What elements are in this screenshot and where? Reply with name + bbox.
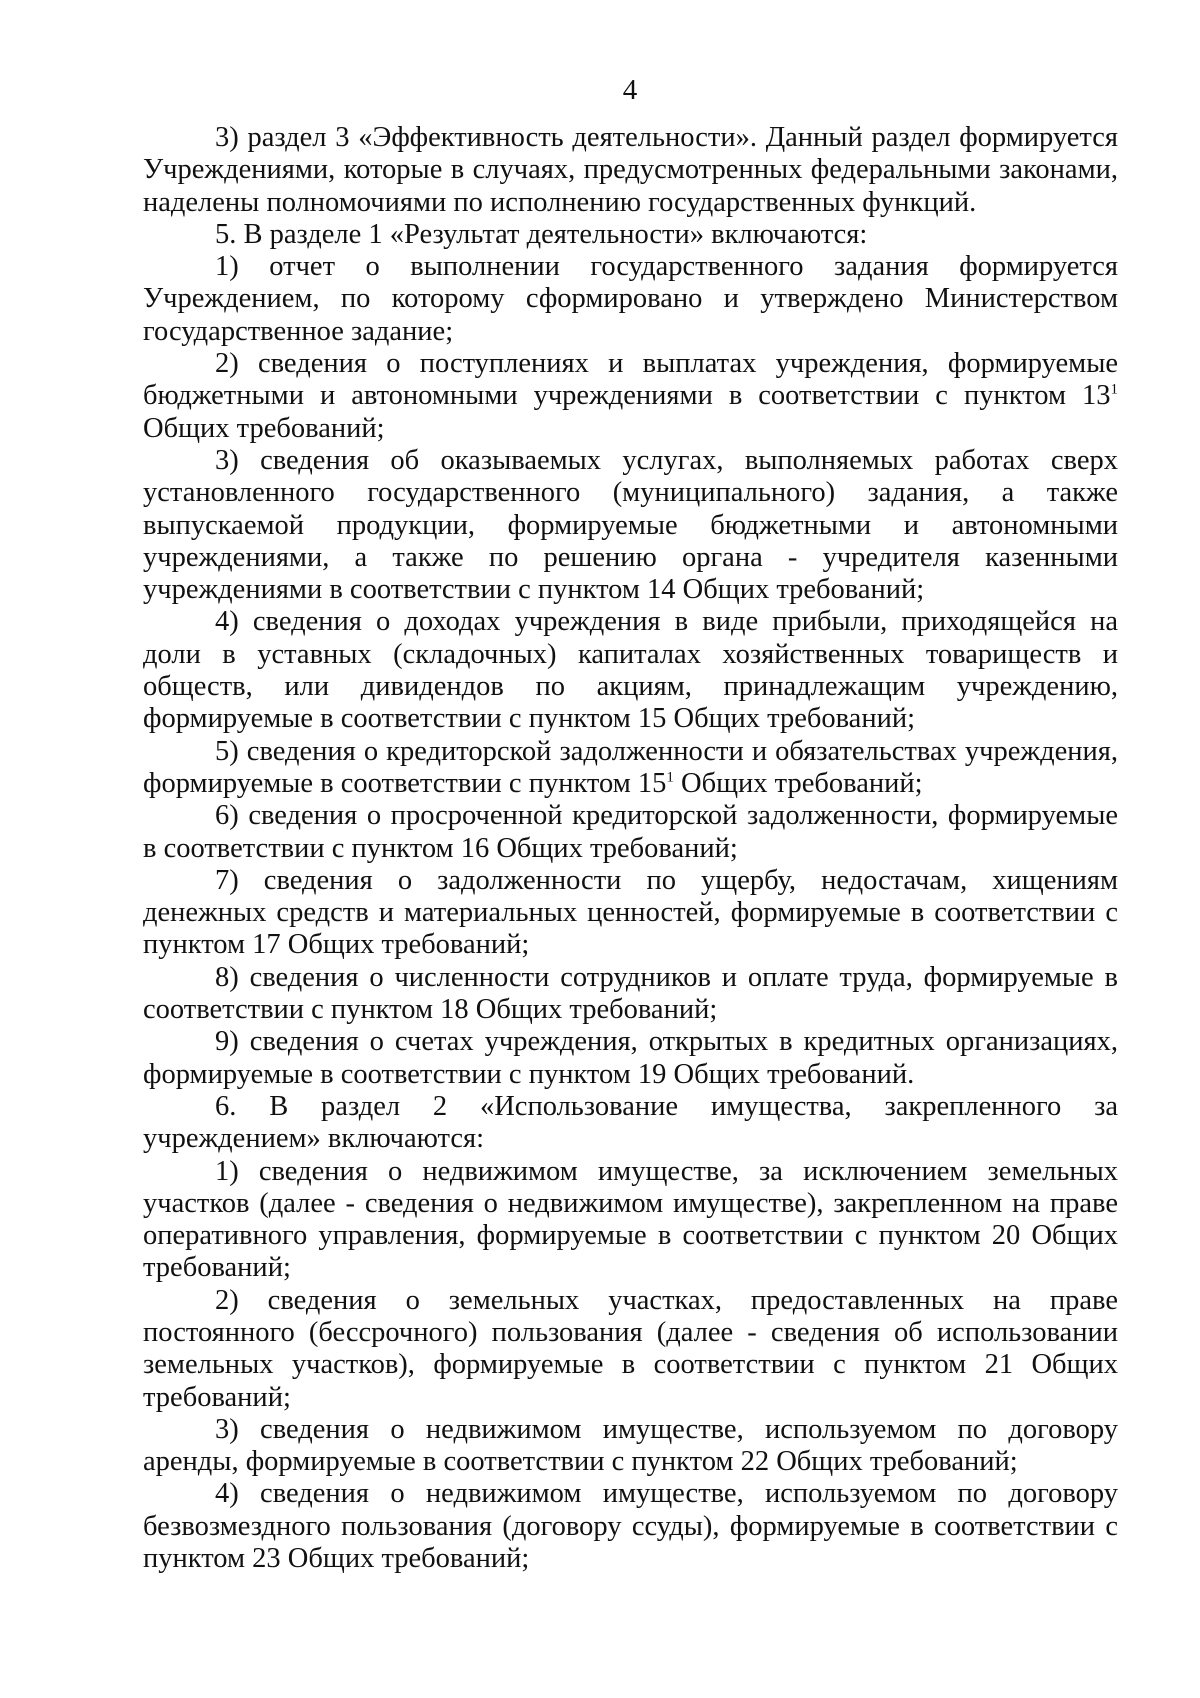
list-item-text: 5) сведения о кредиторской задолженности и обязательствах учреждения, формируемые в соответствии с пунктом 15 [143, 735, 1118, 799]
list-item [143, 348, 1118, 445]
list-item: 1) отчет о выполнении государственного задания формируется Учреждением, по которому сформировано и утверждено Министерством государственное задание; [143, 251, 1118, 347]
list-item-text: Общих требований; [673, 767, 923, 799]
superscript: 1 [666, 769, 674, 786]
list-item: 6) сведения о просроченной кредиторской задолженности, формируемые в соответствии с пунктом 16 Общих требований; [143, 800, 1118, 864]
page-number: 4 [622, 74, 638, 106]
list-item: 8) сведения о численности сотрудников и оплате труда, формируемые в соответствии с пунктом 18 Общих требований; [143, 961, 1118, 1026]
list-item: 3) сведения о недвижимом имуществе, используемом по договору аренды, формируемые в соответствии с пунктом 22 Общих требований; [143, 1413, 1118, 1478]
list-item: 1) сведения о недвижимом имуществе, за исключением земельных участков (далее - сведения о недвижимом имуществе), закрепленном на праве оперативного управления, формируемые в соответствии с пунктом 20 Общих требований; [143, 1155, 1118, 1284]
document-body [143, 122, 1118, 1575]
section-heading-6: 6. В раздел 2 «Использование имущества, закрепленного за учреждением» включаются: [143, 1090, 1118, 1155]
list-item: 4) сведения о недвижимом имуществе, используемом по договору безвозмездного пользования (договору ссуды), формируемые в соответствии с пунктом 23 Общих требований; [143, 1478, 1118, 1575]
list-item-text: 2) сведения о поступлениях и выплатах учреждения, формируемые бюджетными и автономными учреждениями в соответствии с пунктом 13 [143, 348, 1118, 412]
list-item: 3) сведения об оказываемых услугах, выполняемых работах сверх установленного государственного (муниципального) задания, а также выпускаемой продукции, формируемые бюджетными и автономными учреждениями, а также по решению органа - учредителя казенными учреждениями в соответствии с пунктом 14 Общих требований; [143, 444, 1118, 606]
list-item: 2) сведения о земельных участках, предоставленных на праве постоянного (бессрочного) пользования (далее - сведения об использовании земельных участков), формируемые в соответствии с пунктом 21 Общих требований; [143, 1284, 1118, 1413]
section-heading-5: 5. В разделе 1 «Результат деятельности» включаются: [215, 218, 868, 250]
superscript: 1 [1110, 381, 1118, 398]
list-item: 4) сведения о доходах учреждения в виде прибыли, приходящейся на доли в уставных (складочных) капиталах хозяйственных товариществ и обществ, или дивидендов по акциям, принадлежащим учреждению, формируемые в соответствии с пунктом 15 Общих требований; [143, 606, 1118, 735]
paragraph: 3) раздел 3 «Эффективность деятельности». Данный раздел формируется Учреждениями, которые в случаях, предусмотренных федеральными законами, наделены полномочиями по исполнению государственных функций. [143, 122, 1118, 218]
list-item: 7) сведения о задолженности по ущербу, недостачам, хищениям денежных средств и материальных ценностей, формируемые в соответствии с пунктом 17 Общих требований; [143, 864, 1118, 961]
list-item-text: Общих требований; [143, 412, 385, 444]
list-item [143, 736, 1118, 801]
list-item: 9) сведения о счетах учреждения, открытых в кредитных организациях, формируемые в соответствии с пунктом 19 Общих требований. [143, 1026, 1118, 1090]
